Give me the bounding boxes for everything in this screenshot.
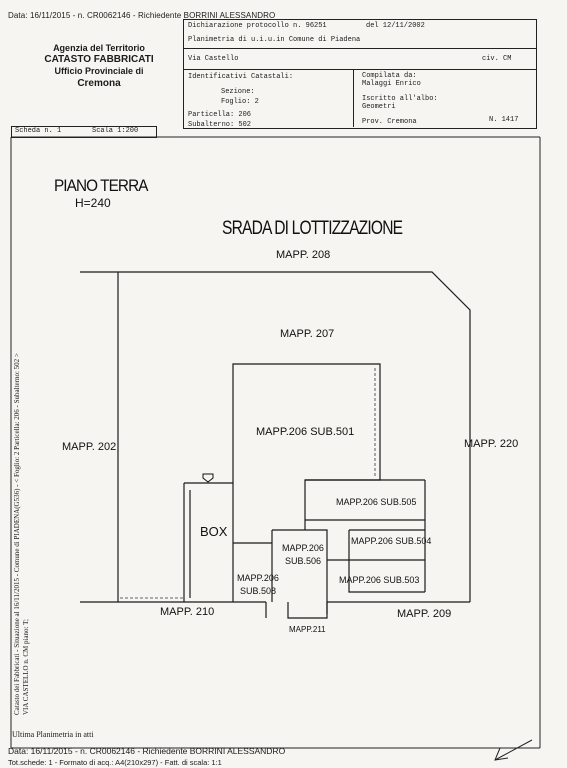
particella-text: Particella: 206 (188, 111, 252, 119)
via-text: Via Castello (188, 55, 239, 63)
entry-arrow-icon (203, 474, 213, 482)
sub501-label: MAPP.206 SUB.501 (256, 426, 355, 438)
altezza-label: H=240 (75, 196, 111, 210)
sub503-label: MAPP.206 SUB.503 (339, 575, 420, 585)
top-stamp: Data: 16/11/2015 - n. CR0062146 - Richiedente BORRINI ALESSANDRO (8, 11, 276, 20)
sub506-label-a: MAPP.206 (282, 543, 324, 553)
side-text-2: VIA CASTELLO n. CM piano: T; (22, 619, 30, 715)
provincia-text: Prov. Cremona (362, 118, 417, 126)
mapp209-label: MAPP. 209 (397, 608, 452, 620)
agency-ufficio: Ufficio Provinciale di (54, 66, 144, 76)
mapp210-label: MAPP. 210 (160, 606, 215, 618)
civ-text: civ. CM (482, 55, 512, 63)
scheda-number: Scheda n. 1 (15, 127, 62, 135)
agency-catasto: CATASTO FABBRICATI (44, 54, 154, 65)
side-text-1: Catasto dei Fabbricati - Situazione al 16/11/2015 - Comune di PIADENA(G536) - < Foglio: 2 Particella: 206 - Subalterno: 502 > (13, 353, 21, 715)
piano-label: PIANO TERRA (54, 176, 148, 195)
mapp202-label: MAPP. 202 (62, 441, 117, 453)
subalterno-text: Subalterno: 502 (188, 121, 252, 129)
strada-label: SRADA DI LOTTIZZAZIONE (222, 218, 403, 239)
compilata-text: Compilata da: (362, 72, 417, 80)
compilatore-text: Malaggi Enrico (362, 80, 421, 88)
box-label: BOX (200, 524, 228, 539)
dichiarazione-date: del 12/11/2002 (366, 22, 425, 30)
sezione-text: Sezione: (221, 88, 255, 96)
agency-city: Cremona (77, 78, 121, 89)
iscritto-text: Iscritto all'albo: (362, 95, 438, 103)
foglio-text: Foglio: 2 (221, 98, 259, 106)
albo-text: Geometri (362, 103, 396, 111)
mapp211-label: MAPP.211 (289, 625, 326, 634)
sub505-label: MAPP.206 SUB.505 (336, 497, 417, 507)
north-arrow-icon (495, 740, 532, 760)
dichiarazione-text: Dichiarazione protocollo n. 96251 (188, 22, 327, 30)
sub506-label-b: SUB.506 (285, 556, 322, 566)
mapp207-label: MAPP. 207 (280, 328, 335, 340)
mapp208-label: MAPP. 208 (276, 249, 331, 261)
sub504-label: MAPP.206 SUB.504 (351, 536, 432, 546)
sub508-label-a: MAPP.206 (237, 573, 279, 583)
scheda-scale: Scala 1:200 (92, 127, 139, 135)
planimetria-text: Planimetria di u.i.u.in Comune di Piadena (188, 36, 361, 44)
sub508-label-b: SUB.508 (240, 586, 277, 596)
footer-data: Data: 16/11/2015 - n. CR0062146 - Richiedente BORRINI ALESSANDRO (8, 746, 286, 756)
mapp220-label: MAPP. 220 (464, 438, 519, 450)
numero-text: N. 1417 (489, 116, 519, 124)
agency-name: Agenzia del Territorio (53, 43, 145, 53)
footer-ultima: Ultima Planimetria in atti (12, 730, 94, 739)
footer-schede: Tot.schede: 1 - Formato di acq.: A4(210x297) - Fatt. di scala: 1:1 (8, 758, 222, 767)
identificativi-text: Identificativi Catastali: (188, 73, 294, 81)
